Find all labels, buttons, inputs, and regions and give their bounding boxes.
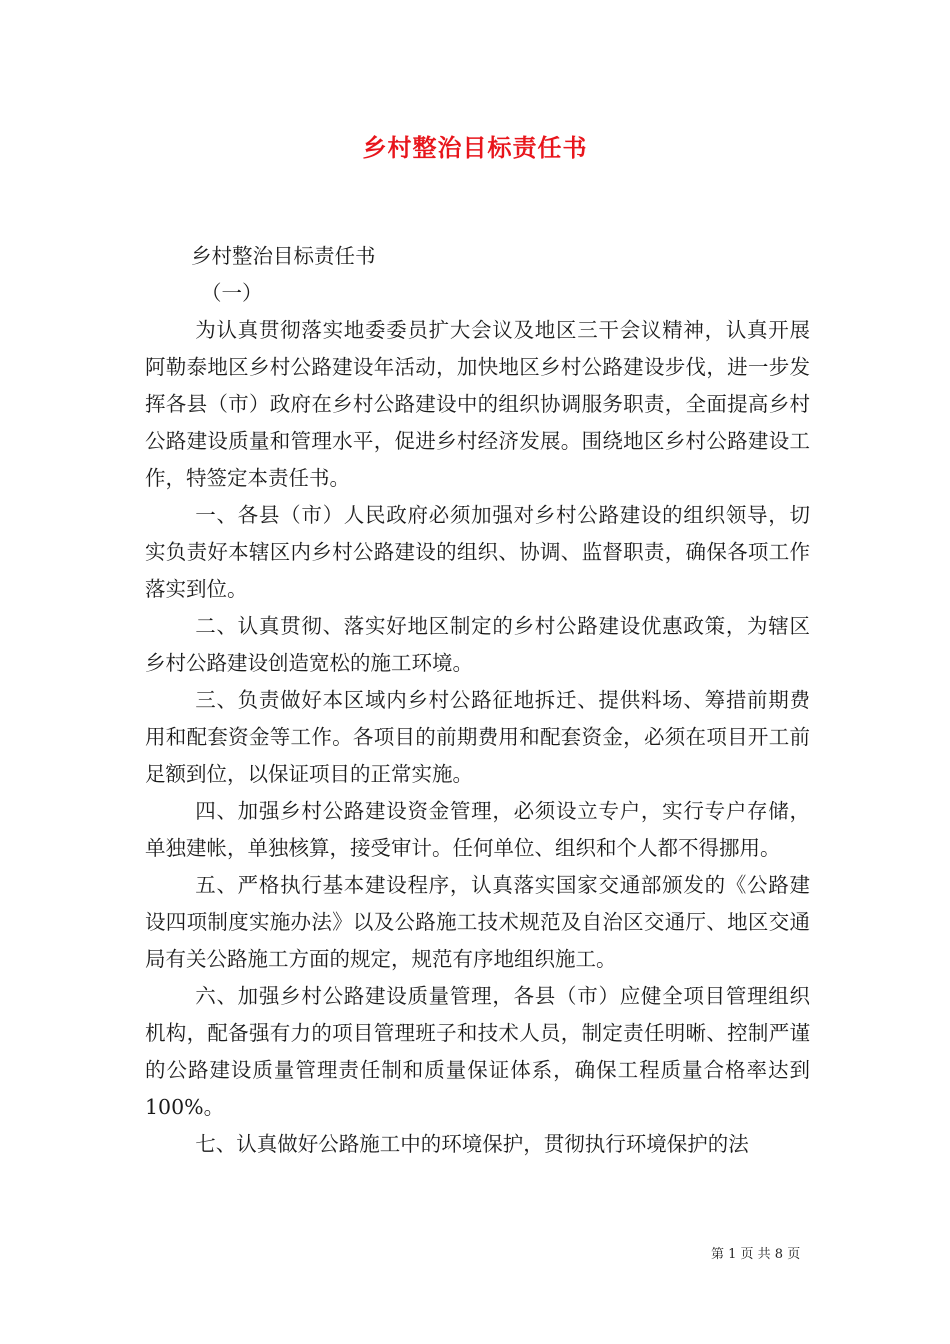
paragraph-item-2: 二、认真贯彻、落实好地区制定的乡村公路建设优惠政策，为辖区乡村公路建设创造宽松的施工环境。 — [145, 614, 810, 675]
paragraph-item-4: 四、加强乡村公路建设资金管理，必须设立专户，实行专户存储，单独建帐，单独核算，接受审计。任何单位、组织和个人都不得挪用。 — [145, 799, 810, 860]
paragraph-item-7: 七、认真做好公路施工中的环境保护，贯彻执行环境保护的法 — [195, 1132, 749, 1156]
paragraph-intro: 为认真贯彻落实地委委员扩大会议及地区三干会议精神，认真开展阿勒泰地区乡村公路建设年活动，加快地区乡村公路建设步伐，进一步发挥各县（市）政府在乡村公路建设中的组织协调服务职责，全面提高乡村公路建设质量和管理水平，促进乡村经济发展。围绕地区乡村公路建设工作，特签定本责任书。 — [145, 318, 810, 490]
page-number-footer: 第 1 页 共 8 页 — [711, 1247, 801, 1262]
section-number: （一） — [201, 281, 263, 305]
paragraph-item-5: 五、严格执行基本建设程序，认真落实国家交通部颁发的《公路建设四项制度实施办法》以及公路施工技术规范及自治区交通厅、地区交通局有关公路施工方面的规定，规范有序地组织施工。 — [145, 873, 810, 971]
document-title: 乡村整治目标责任书 — [362, 133, 588, 162]
paragraph-item-6: 六、加强乡村公路建设质量管理，各县（市）应健全项目管理组织机构，配备强有力的项目管理班子和技术人员，制定责任明晰、控制严谨的公路建设质量管理责任制和质量保证体系，确保工程质量合格率达到100%。 — [145, 984, 810, 1119]
document-subtitle: 乡村整治目标责任书 — [191, 244, 376, 268]
paragraph-item-3: 三、负责做好本区域内乡村公路征地拆迁、提供料场、筹措前期费用和配套资金等工作。各项目的前期费用和配套资金，必须在项目开工前足额到位，以保证项目的正常实施。 — [145, 688, 810, 786]
paragraph-item-1: 一、各县（市）人民政府必须加强对乡村公路建设的组织领导，切实负责好本辖区内乡村公路建设的组织、协调、监督职责，确保各项工作落实到位。 — [145, 503, 810, 601]
document-body — [145, 238, 810, 1163]
